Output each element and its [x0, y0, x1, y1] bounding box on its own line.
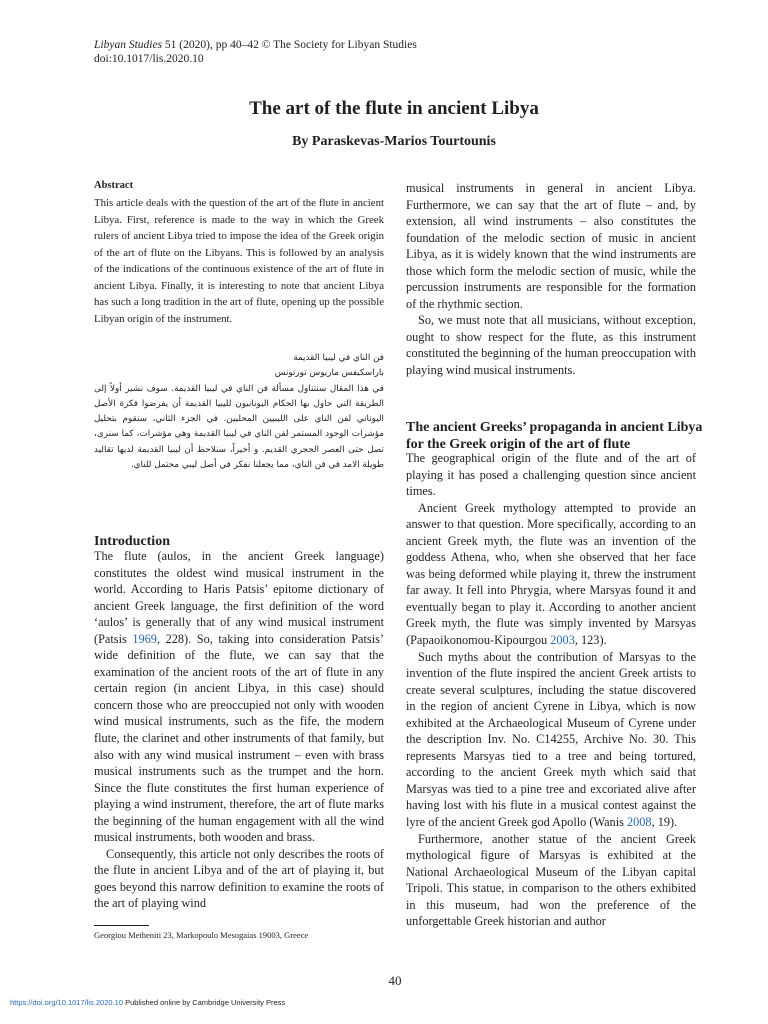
arabic-text: في هذا المقال سنتناول مسألة فن الناي في ليبيا القديمة. سوف نشير أولاً إلى الطريقة التي حاول بها الحكام اليونانيون لليبيا القديمة أن يفرضوا فكرة الأصل اليوناني لفن الناي على الليبيين المحليين. في الجزء الثاني، سنقوم بتحليل مؤشرات الوجود المستمر لفن الناي في ليبيا القديمة وهي مؤشرات، كما سنرى، تصل حتى العصر الحجري القديم. و أخيراً، سنلاحظ أن ليبيا القديمة لديها تقاليد طويلة الامد في فن الناي، مما يجعلنا نفكر في أصل ليبي محتمل للناي.	[94, 383, 384, 471]
greeks-p2-text-b: , 123).	[574, 633, 607, 648]
journal-doi: doi:10.1017/lis.2020.10	[94, 53, 204, 65]
article-title: The art of the flute in ancient Libya	[249, 98, 539, 119]
citation-link-papaoikonomou[interactable]: 2003	[550, 633, 575, 648]
greeks-section-heading: The ancient Greeks’ propaganda in ancient Libya for the Greek origin of the art of flute	[406, 420, 703, 452]
doi-link[interactable]: https://doi.org/10.1017/lis.2020.10	[10, 998, 123, 1007]
introduction-body	[94, 548, 384, 912]
article-byline: By Paraskevas-Marios Tourtounis	[292, 134, 496, 149]
abstract-heading: Abstract	[94, 180, 134, 191]
intro-p1-text-a: The flute (aulos, in the ancient Greek language) constitutes the oldest wind musical instrument in the world. According to Haris Patsis’ epitome dictionary of ancient Greek language, the first definition of the word ‘aulos’ is generally that of any wind musical instrument (Patsis	[94, 549, 384, 646]
journal-citation: 51 (2020), pp 40–42 © The Society for Libyan Studies	[162, 39, 417, 51]
arabic-author: باراسكيفس ماريوس تورتونس	[274, 368, 384, 379]
arabic-title: فن الناي في ليبيا القديمة	[293, 353, 384, 363]
intro-paragraph-2: Consequently, this article not only describes the roots of the flute in ancient Libya and of the art of playing it, but goes beyond this narrow definition to examine the roots of the art of playing wind	[94, 846, 384, 911]
right-paragraph-1: musical instruments in general in ancient Libya. Furthermore, we can say that the art of flute – and, by extension, all wind instruments – also constitutes the foundation of the melodic section of music in ancient Libya, as it is widely known that the wind instruments are those which form the melodic section of music, while the percussion instruments are responsible for the formation of the rhythmic section.	[406, 181, 696, 311]
greeks-paragraph-4: Furthermore, another statue of the ancient Greek mythological figure of Marsyas is exhibited at the National Archaeological Museum of the Libyan capital Tripoli. This statue, in comparison to the others exhibited in this museum, had won the preference of the unforgettable Greek historian and author	[406, 831, 696, 929]
author-address-footnote: Georgiou Metheniti 23, Markopoulo Mesogaias 19003, Greece	[94, 930, 309, 940]
greeks-paragraph-1: The geographical origin of the flute and of the art of playing it has posed a challenging question since ancient times.	[406, 451, 696, 499]
greeks-section-body	[406, 450, 696, 930]
greeks-paragraph-2	[406, 500, 696, 649]
greeks-p3-text-a: Such myths about the contribution of Marsyas to the invention of the flute inspired the ancient Greek artists to create several sculptures, including the statue discovered in the region of ancient Cyrene in Libya, which is now exhibited at the Archaeological Museum of Cyrene under the description Inv. No. C14255, Archive No. 30. This represents Marsyas tied to a tree and being tortured, according to the ancient Greek myth which said that Marsyas was tied to a pine tree and excoriated alive after having lost with his flute in a musical contest against the lyre of the ancient Greek god Apollo (Wanis	[406, 649, 696, 830]
citation-link-wanis[interactable]: 2008	[626, 815, 652, 830]
greeks-paragraph-3	[406, 649, 696, 831]
greeks-p3-text-b: , 19).	[651, 815, 678, 830]
footnote-rule	[94, 925, 149, 926]
intro-paragraph-1	[94, 548, 384, 846]
citation-link-patsis[interactable]: 1969	[132, 631, 157, 646]
journal-name: Libyan Studies	[94, 39, 163, 51]
intro-p1-text-b: , 228). So, taking into consideration Patsis’ wide definition of the flute, we can say that the examination of the ancient roots of the art of flute in any certain region (in ancient Libya, in this case) should concern those who are preoccupied not only with wooden wind musical instruments, such as the fife, the modern flute, the clarinet and other instruments of that family, but also with any wind musical instrument – even with brass musical instruments such as the trumpet and the horn. Since the flute constitutes the first human experience of playing a wind instrument, therefore, the art of flute marks the beginning of the human engagement with all the wind musical instruments, both wooden and brass.	[94, 631, 384, 845]
publication-text: Published online by Cambridge University Press	[123, 998, 286, 1007]
abstract-text: This article deals with the question of the art of the flute in ancient Libya. First, reference is made to the way in which the Greek rulers of ancient Libya tried to impose the idea of the Greek origin of the art of flute on the Libyans. This is followed by an analysis of the indications of the continuous existence of the art of flute in ancient Libya. Finally, it is interesting to note that ancient Libya has such a long tradition in the art of flute, opening up the possible Libyan origin of the instrument.	[94, 197, 384, 325]
greeks-p2-text-a: Ancient Greek mythology attempted to provide an answer to that question. More specifically, according to an ancient Greek myth, the flute was an invention of the goddess Athena, who, when she observed that her face was being deformed while playing it, threw the instrument far away. It fell into Phrygia, where Marsyas found it and eventually began to play it. According to another ancient Greek myth, the flute was simply invented by Marsyas (Papaoikonomou-Kipourgou	[406, 500, 696, 648]
right-column-top	[406, 180, 696, 379]
right-paragraph-2: So, we must note that all musicians, without exception, ought to show respect for the flute, as this instrument constituted the beginning of the human preoccupation with playing wind musical instruments.	[406, 313, 696, 378]
journal-header	[94, 38, 417, 66]
publication-notice	[10, 998, 285, 1007]
page-number: 40	[388, 973, 402, 988]
introduction-heading: Introduction	[94, 534, 170, 549]
arabic-abstract	[94, 351, 384, 473]
